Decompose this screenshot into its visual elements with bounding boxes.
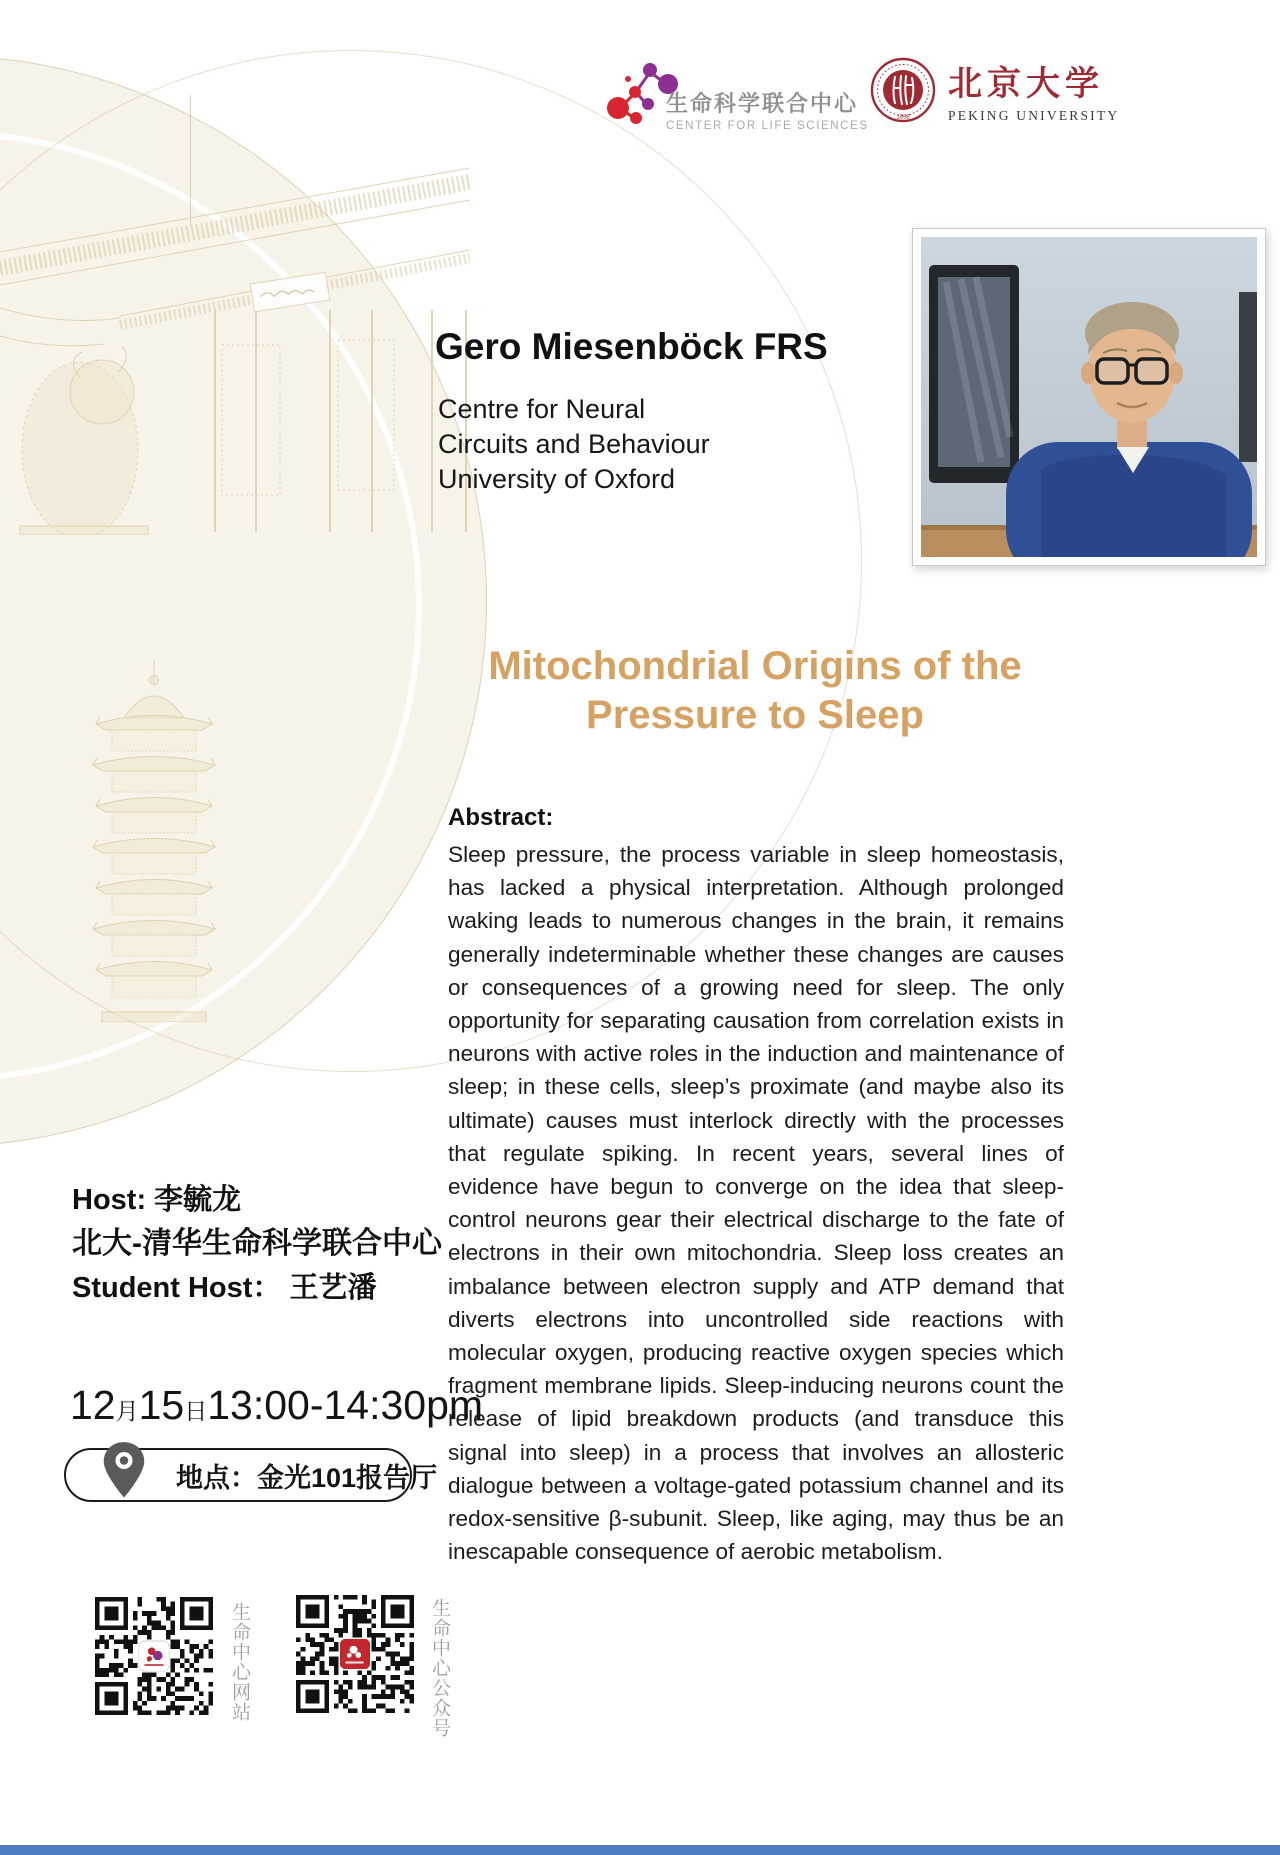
abstract-text: Sleep pressure, the process variable in sleep homeostasis, has lacked a physical interpretation. Although prolonged waking leads to numerous changes in the brain, it remains generally indeterminable whether these changes are causes or consequences of a growing need for sleep. The only opportunity for separating causation from correlation exists in neurons with active roles in the induction and maintenance of sleep; in these cells, sleep’s proximate (and maybe also its ultimate) causes must interlock directly with the processes that regulate spiking. In recent years, several lines of evidence have begun to converge on the idea that sleep-control neurons gear their electrical discharge to the fate of electrons in their own mitochondria. Sleep loss creates an imbalance between electron supply and ATP demand that diverts electrons into uncontrolled side reactions with molecular oxygen, producing reactive oxygen species which fragment membrane lipids. Sleep-inducing neurons count the release of lipid breakdown products (and transduce this signal into sleep) in a process that involves an allosteric dialogue between a voltage-gated potassium channel and its redox-sensitive β-subunit. Sleep, like aging, may thus be an inescapable consequence of aerobic metabolism. (448, 842, 1064, 1565)
qr-code-wechat (296, 1595, 414, 1713)
location-pill (64, 1448, 438, 1502)
pku-name-cn: 北京大学 (948, 64, 1104, 104)
cls-logo (598, 46, 869, 136)
host-line: Host: 李毓龙 (72, 1184, 242, 1216)
affiliation-line-3: University of Oxford (438, 464, 676, 494)
talk-title-line-2: Pressure to Sleep (586, 693, 924, 737)
pku-logo (870, 56, 1119, 124)
svg-text:1898: 1898 (896, 114, 910, 121)
speaker-photo-art (921, 237, 1257, 557)
speaker-photo (912, 228, 1266, 566)
student-host-line: Student Host： 王艺潘 (72, 1272, 377, 1304)
date-day-unit: 日 (184, 1398, 208, 1424)
qr-code-website (95, 1597, 213, 1715)
qr-wechat-label: 生命中心公众号 (429, 1598, 450, 1738)
event-time: 13:00-14:30pm (207, 1382, 484, 1428)
affiliation-line-2: Circuits and Behaviour (438, 429, 710, 459)
pku-name-en: PEKING UNIVERSITY (948, 108, 1120, 123)
pku-seal-icon (870, 57, 936, 123)
bottom-accent-bar (0, 1845, 1280, 1855)
host-organization: 北大-清华生命科学联合中心 (72, 1227, 442, 1260)
pku-gate-line-art (0, 140, 470, 535)
talk-title (430, 642, 1080, 740)
abstract-label: Abstract: (448, 804, 554, 831)
speaker-name: Gero Miesenböck FRS (435, 326, 828, 367)
affiliation-line-1: Centre for Neural (438, 394, 646, 424)
date-month-num: 12 (70, 1382, 116, 1428)
speaker-affiliation (438, 392, 710, 497)
date-day-num: 15 (138, 1382, 185, 1428)
boya-pagoda-line-art (78, 660, 230, 1022)
host-block (72, 1178, 442, 1310)
qr-website-label: 生命中心网站 (229, 1602, 250, 1722)
cls-name-en: CENTER FOR LIFE SCIENCES (666, 120, 869, 132)
date-month-unit: 月 (115, 1398, 139, 1424)
location-text: 地点：金光101报告厅 (176, 1462, 438, 1493)
cls-name-cn: 生命科学联合中心 (666, 91, 859, 116)
talk-title-line-1: Mitochondrial Origins of the (488, 644, 1022, 688)
event-datetime (70, 1382, 483, 1429)
location-pin-icon (98, 1440, 150, 1504)
